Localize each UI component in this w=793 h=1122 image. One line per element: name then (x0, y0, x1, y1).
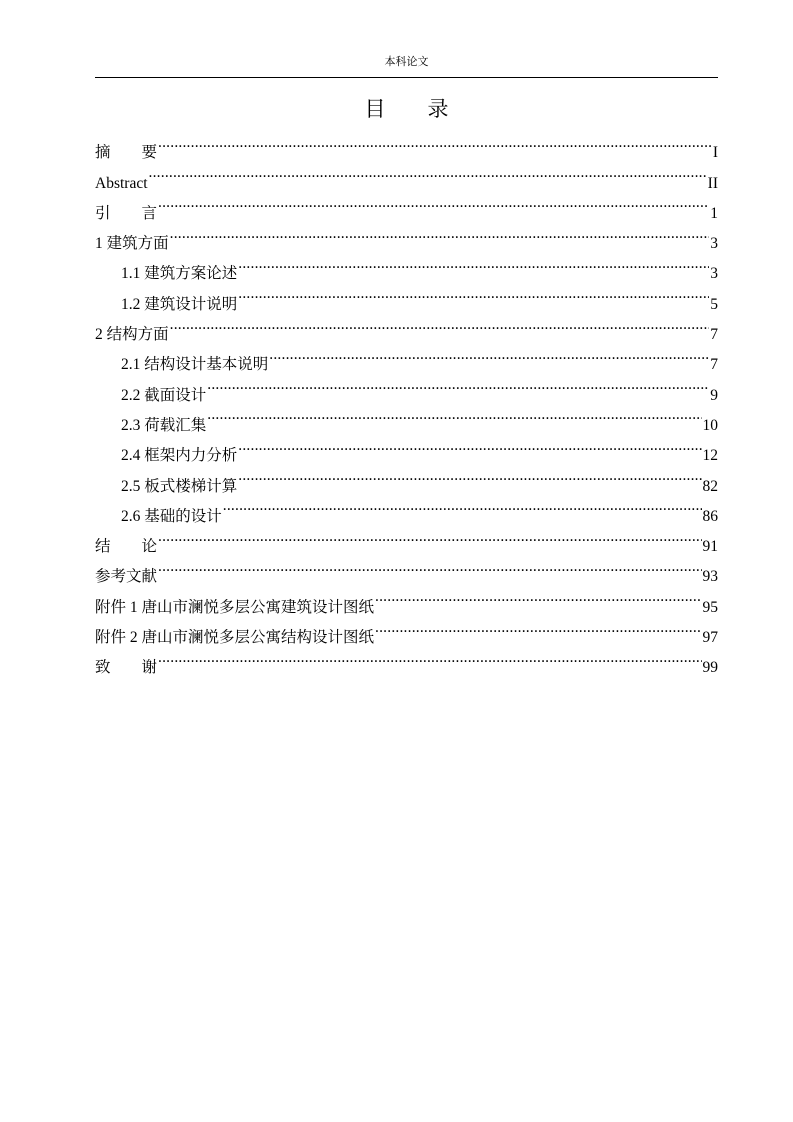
toc-entry-label: 2 结构方面 (95, 326, 169, 344)
toc-entry-label: 2.4 框架内力分析 (121, 447, 238, 465)
running-header (95, 55, 718, 78)
toc-entry-label: 1.2 建筑设计说明 (121, 295, 238, 313)
toc-entry-page-number: 7 (710, 326, 718, 344)
toc-entry-page-number: 10 (702, 416, 718, 434)
toc-dot-leader (207, 369, 709, 399)
toc-entry-label: 2.1 结构设计基本说明 (121, 356, 269, 374)
toc-entry-label: 引 言 (95, 204, 158, 222)
toc-entry-label: 2.2 截面设计 (121, 386, 207, 404)
toc-dot-leader (269, 339, 709, 369)
toc-entry[interactable] (95, 127, 718, 162)
toc-entry-label: 2.5 板式楼梯计算 (121, 477, 238, 495)
toc-entry[interactable] (95, 551, 718, 586)
toc-entry[interactable] (95, 521, 718, 556)
toc-entry[interactable] (95, 188, 718, 222)
toc-dot-leader (158, 521, 701, 551)
toc-dot-leader (238, 248, 709, 278)
toc-entry[interactable] (95, 642, 718, 677)
toc-dot-leader (238, 430, 701, 460)
toc-dot-leader (238, 278, 709, 308)
toc-entry-label: 2.6 基础的设计 (121, 507, 222, 525)
toc-entry-page-number: II (707, 174, 718, 192)
toc-title (95, 95, 718, 123)
toc-entry[interactable] (95, 309, 718, 344)
toc-entry-page-number: 9 (710, 386, 718, 404)
toc-entry-page-number: 93 (702, 568, 718, 586)
toc-dot-leader (238, 460, 701, 490)
toc-list (95, 127, 718, 677)
toc-entry-label: 摘 要 (95, 144, 158, 162)
toc-dot-leader (158, 127, 712, 157)
toc-entry-label: 参考文献 (95, 568, 158, 586)
toc-dot-leader (207, 400, 701, 430)
toc-entry-label: 附件 1 唐山市澜悦多层公寓建筑设计图纸 (95, 598, 375, 616)
toc-entry-page-number: 12 (702, 447, 718, 465)
toc-entry-page-number: 3 (710, 235, 718, 253)
toc-entry-label: 致 谢 (95, 659, 158, 677)
toc-dot-leader (149, 157, 707, 187)
toc-entry-label: 1.1 建筑方案论述 (121, 265, 238, 283)
toc-entry-page-number: 1 (710, 204, 718, 222)
toc-entry-label: 2.3 荷载汇集 (121, 416, 207, 434)
toc-entry[interactable] (95, 339, 718, 374)
toc-entry[interactable] (95, 248, 718, 283)
toc-dot-leader (170, 218, 710, 248)
toc-entry-page-number: 3 (710, 265, 718, 283)
toc-dot-leader (158, 188, 709, 218)
toc-entry[interactable] (95, 581, 718, 616)
toc-dot-leader (158, 642, 701, 672)
toc-entry[interactable] (95, 218, 718, 253)
toc-dot-leader (158, 551, 701, 581)
toc-entry-label: 1 建筑方面 (95, 235, 169, 253)
toc-title-left: 目 (364, 97, 386, 121)
toc-entry-label: 附件 2 唐山市澜悦多层公寓结构设计图纸 (95, 629, 375, 647)
toc-entry-label: 结 论 (95, 538, 158, 556)
toc-entry-page-number: 91 (702, 538, 718, 556)
toc-entry-page-number: 86 (702, 507, 718, 525)
toc-entry-page-number: 95 (702, 598, 718, 616)
toc-dot-leader (375, 612, 701, 642)
toc-title-right: 录 (427, 97, 449, 121)
toc-entry-page-number: 5 (710, 295, 718, 313)
toc-entry-label: Abstract (95, 174, 148, 192)
toc-dot-leader (223, 491, 702, 521)
toc-entry-page-number: 99 (702, 659, 718, 677)
toc-entry[interactable] (95, 157, 718, 192)
toc-entry-page-number: 97 (702, 629, 718, 647)
toc-dot-leader (170, 309, 710, 339)
running-header-title: 本科论文 (384, 56, 429, 68)
toc-entry-page-number: 7 (710, 356, 718, 374)
toc-entry-page-number: 82 (702, 477, 718, 495)
toc-dot-leader (375, 581, 701, 611)
toc-entry-page-number: I (712, 144, 718, 162)
